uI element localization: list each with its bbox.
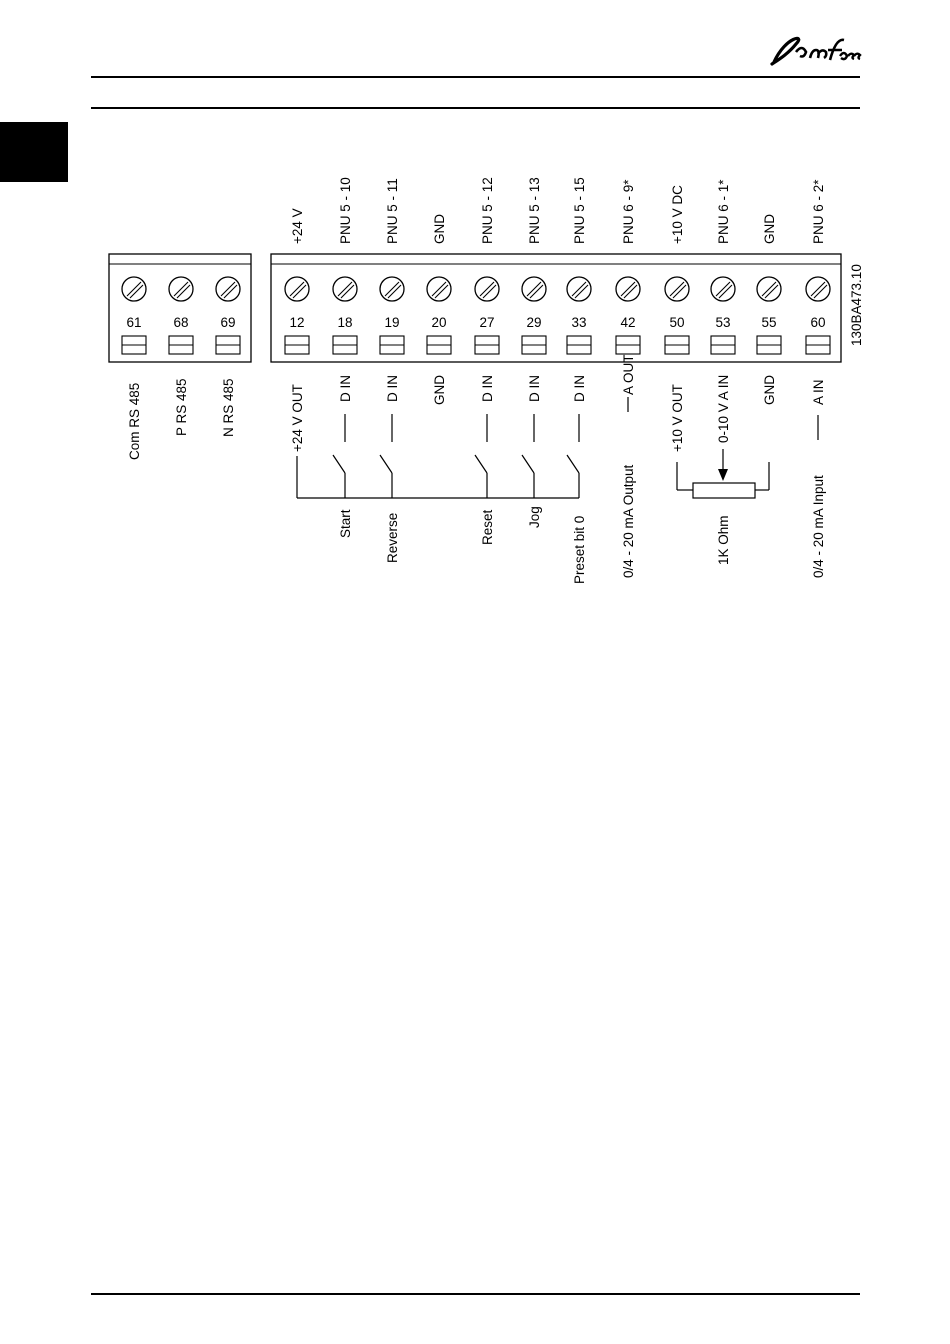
parameter-label: PNU 6 - 9* <box>621 179 636 244</box>
parameter-label: GND <box>762 214 777 244</box>
switch-wiring <box>297 397 818 498</box>
terminal-number: 68 <box>173 315 189 330</box>
function-label: GND <box>762 375 777 405</box>
parameter-label: PNU 5 - 11 <box>385 178 400 244</box>
parameter-label: PNU 5 - 15 <box>572 177 587 244</box>
function-label: P RS 485 <box>174 378 189 436</box>
external-label: 1K Ohm <box>716 515 731 565</box>
terminal-53 <box>711 277 735 354</box>
external-label: Jog <box>527 506 542 528</box>
external-label: 0/4 - 20 mA Output <box>621 464 636 578</box>
terminal-29 <box>522 277 546 354</box>
terminal-number: 19 <box>384 315 400 330</box>
terminal-number: 61 <box>126 315 142 330</box>
terminal-12 <box>285 277 309 354</box>
parameter-label: PNU 6 - 2* <box>811 179 826 244</box>
function-label: 0-10 V A IN <box>716 374 731 443</box>
terminal-number: 20 <box>431 315 447 330</box>
terminal-33 <box>567 277 591 354</box>
terminal-number: 55 <box>761 315 777 330</box>
terminal-42 <box>616 277 640 354</box>
external-label: Start <box>338 509 353 538</box>
wiper-arrow <box>718 469 728 481</box>
terminal-55 <box>757 277 781 354</box>
terminal-number: 60 <box>810 315 826 330</box>
parameter-label: PNU 6 - 1* <box>716 179 731 244</box>
serial-terminal-block <box>109 254 251 362</box>
terminal-60 <box>806 277 830 354</box>
terminal-61 <box>122 277 146 354</box>
function-label: GND <box>432 375 447 405</box>
terminal-number: 53 <box>715 315 731 330</box>
function-label: D IN <box>338 375 353 402</box>
parameter-label: GND <box>432 214 447 244</box>
terminal-50 <box>665 277 689 354</box>
function-label: +24 V OUT <box>290 384 305 452</box>
terminal-number: 18 <box>337 315 353 330</box>
terminal-number: 33 <box>571 315 587 330</box>
terminal-27 <box>475 277 499 354</box>
function-label: A OUT <box>621 354 636 395</box>
figure-code: 130BA473.10 <box>849 264 864 346</box>
terminal-68 <box>169 277 193 354</box>
terminal-69 <box>216 277 240 354</box>
parameter-label: PNU 5 - 10 <box>338 177 353 244</box>
parameter-label: +24 V <box>290 208 305 244</box>
terminal-number: 42 <box>620 315 636 330</box>
parameter-label: PNU 5 - 13 <box>527 177 542 244</box>
terminal-number: 29 <box>526 315 542 330</box>
external-label: Preset bit 0 <box>572 515 587 584</box>
terminal-19 <box>380 277 404 354</box>
function-label: +10 V OUT <box>670 384 685 452</box>
terminal-number: 27 <box>479 315 495 330</box>
parameter-label: PNU 5 - 12 <box>480 177 495 244</box>
terminal-number: 12 <box>289 315 305 330</box>
function-label: Com RS 485 <box>127 382 142 460</box>
external-label: Reset <box>480 509 495 545</box>
terminal-number: 50 <box>669 315 685 330</box>
terminal-number: 69 <box>220 315 236 330</box>
external-label: 0/4 - 20 mA Input <box>811 475 826 578</box>
parameter-label: +10 V DC <box>670 185 685 244</box>
terminal-18 <box>333 277 357 354</box>
function-label: A IN <box>811 379 826 405</box>
external-label: Reverse <box>385 512 400 563</box>
terminal-20 <box>427 277 451 354</box>
function-label: D IN <box>480 375 495 402</box>
function-label: D IN <box>572 375 587 402</box>
function-label: D IN <box>527 375 542 402</box>
function-label: D IN <box>385 375 400 402</box>
function-label: N RS 485 <box>221 378 236 437</box>
